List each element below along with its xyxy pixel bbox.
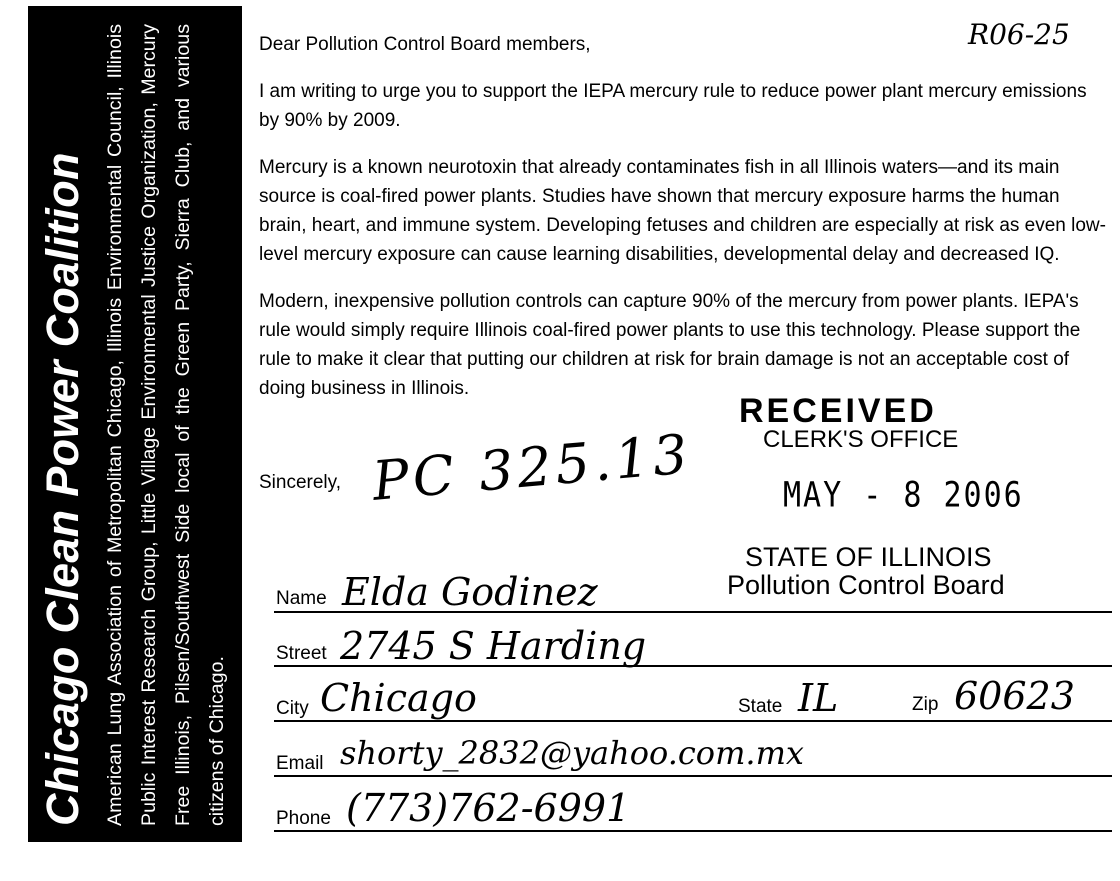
- zip-value: 60623: [954, 674, 1075, 718]
- letter-greeting: Dear Pollution Control Board members,: [259, 34, 591, 55]
- letter-closing: Sincerely,: [259, 472, 342, 493]
- stamp-office: CLERK'S OFFICE: [763, 426, 959, 453]
- city-label: City: [276, 698, 309, 719]
- phone-value: (773)762-6991: [346, 786, 631, 830]
- email-label: Email: [276, 753, 324, 774]
- stamp-received: RECEIVED: [739, 392, 937, 430]
- email-line: [274, 773, 1112, 777]
- city-value: Chicago: [320, 676, 477, 720]
- pc-number-handwriting: PC 325.13: [369, 422, 694, 513]
- email-value: shorty_2832@yahoo.com.mx: [340, 734, 804, 772]
- stamp-date: MAY - 8 2006: [783, 475, 1024, 516]
- state-value: IL: [798, 676, 839, 720]
- stamp-state: STATE OF ILLINOIS: [745, 542, 992, 572]
- letter-body: [259, 30, 1109, 403]
- state-label: State: [738, 696, 783, 717]
- reference-handwriting: R06-25: [968, 18, 1070, 51]
- coalition-title: Chicago Clean Power Coalition: [37, 152, 88, 826]
- coalition-banner-content: [28, 6, 242, 842]
- coalition-banner: [28, 6, 242, 842]
- zip-label: Zip: [912, 694, 939, 715]
- coalition-members: American Lung Association of Metropolitan Chicago, Illinois Environmental Council, Illinois Public Interest Research Group, Little Village Environmental Justice Organization, Mercury Free Illinois, Pilsen/Southwest Side local of the Green Party, Sierra Club, and various citizens of Chicago.: [104, 24, 228, 826]
- street-label: Street: [276, 643, 327, 664]
- stamp-board: Pollution Control Board: [727, 570, 1005, 600]
- phone-label: Phone: [276, 808, 331, 829]
- letter-paragraph-1: I am writing to urge you to support the IEPA mercury rule to reduce power plant mercury emissions by 90% by 2009.: [259, 81, 1087, 131]
- letter-paragraph-2: Mercury is a known neurotoxin that already contaminates fish in all Illinois waters—and its main source is coal-fired power plants. Studies have shown that mercury exposure harms the human brain, heart, and immune system. Developing fetuses and children are especially at risk as even low-level mercury exposure can cause learning disabilities, developmental delay and decreased IQ.: [259, 157, 1106, 265]
- name-value: Elda Godinez: [342, 570, 598, 614]
- street-value: 2745 S Harding: [340, 624, 647, 668]
- name-label: Name: [276, 588, 327, 609]
- letter-paragraph-3: Modern, inexpensive pollution controls can capture 90% of the mercury from power plants. IEPA's rule would simply require Illinois coal-fired power plants to use this technology. Please support the rule to make it clear that putting our children at risk for brain damage is not an acceptable cost of doing business in Illinois.: [259, 291, 1081, 399]
